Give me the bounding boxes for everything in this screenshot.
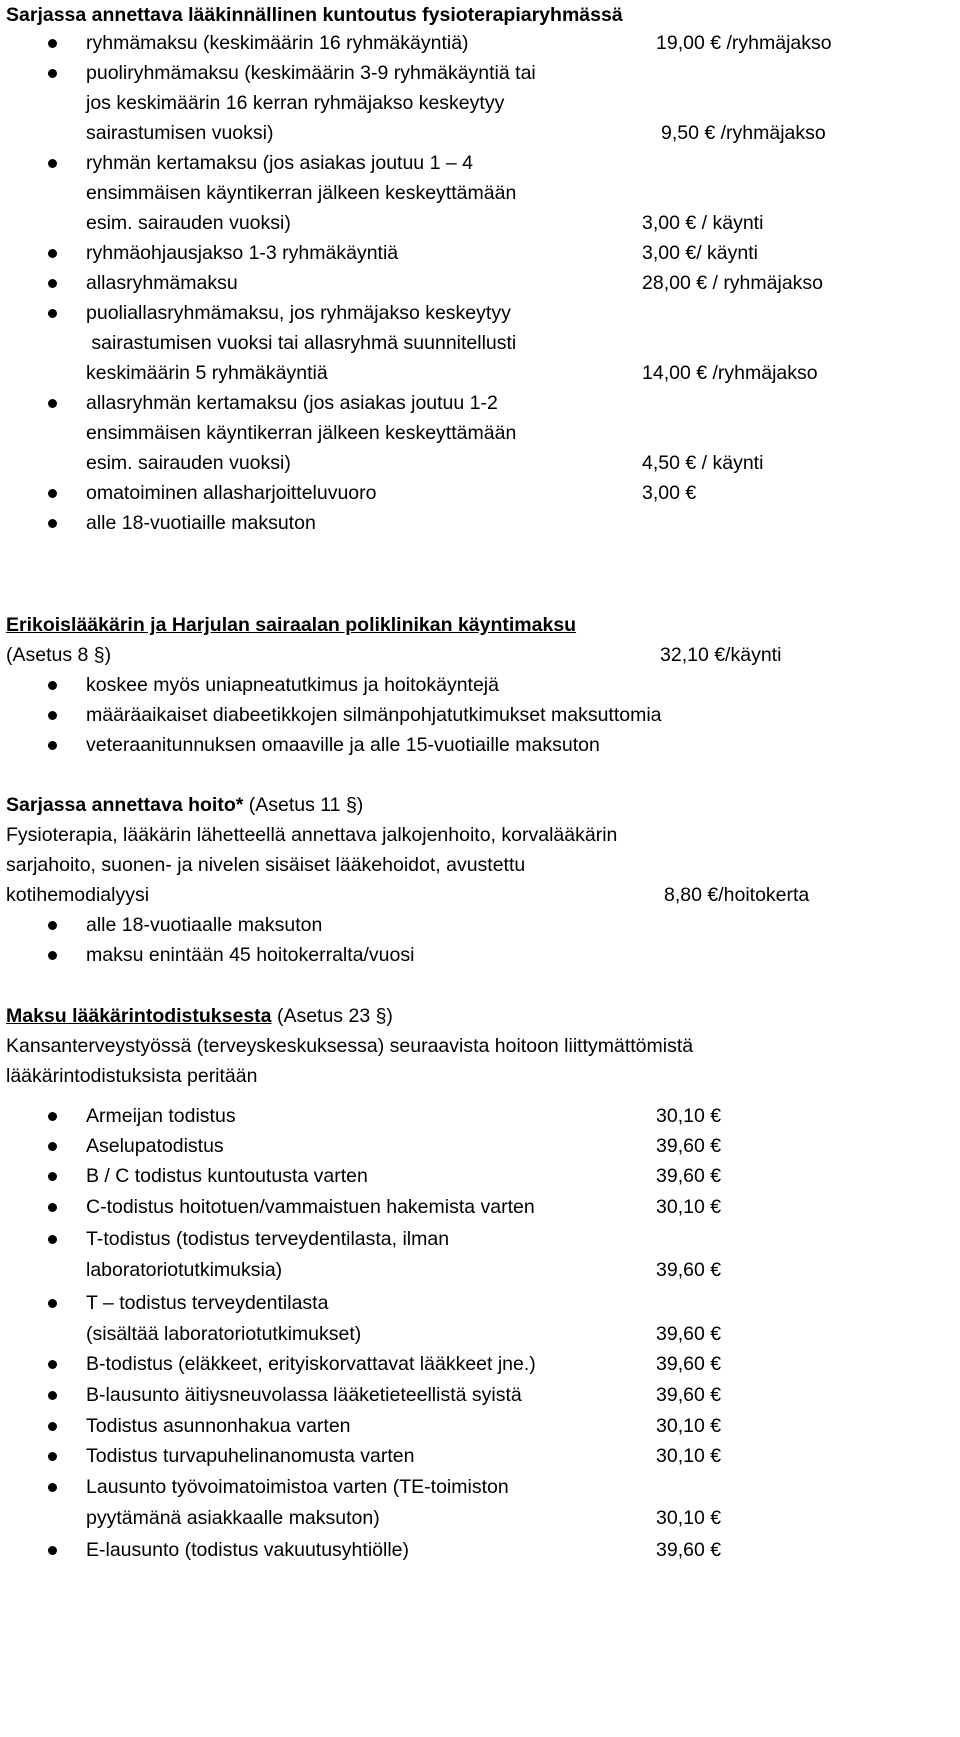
body-text: Kansanterveystyössä (terveyskeskuksessa) seuraavista hoitoon liittymättömistä <box>6 1035 694 1057</box>
bullet-icon <box>48 1452 57 1461</box>
list-item-text: B-todistus (eläkkeet, erityiskorvattavat lääkkeet jne.) <box>86 1353 536 1375</box>
list-item-text: B-lausunto äitiysneuvolassa lääketieteellistä syistä <box>86 1384 522 1406</box>
price-value: 19,00 € /ryhmäjakso <box>656 32 832 54</box>
price-value: 32,10 €/käynti <box>660 644 782 666</box>
price-value: 3,00 €/ käynti <box>642 242 758 264</box>
list-item-text: koskee myös uniapneatutkimus ja hoitokäyntejä <box>86 674 499 696</box>
list-item-text: T – todistus terveydentilasta <box>86 1292 329 1314</box>
bullet-icon <box>48 1112 57 1121</box>
list-item-text: laboratoriotutkimuksia) <box>86 1259 283 1281</box>
bullet-icon <box>48 159 57 168</box>
bullet-icon <box>48 1142 57 1151</box>
list-item-text: sairastumisen vuoksi tai allasryhmä suunnitellusti <box>86 332 517 354</box>
list-item-text: esim. sairauden vuoksi) <box>86 212 291 234</box>
price-value: 39,60 € <box>656 1539 722 1561</box>
price-value: 39,60 € <box>656 1135 722 1157</box>
price-value: 8,80 €/hoitokerta <box>664 884 810 906</box>
list-item-text: ryhmämaksu (keskimäärin 16 ryhmäkäyntiä) <box>86 32 469 54</box>
price-value: 39,60 € <box>656 1165 722 1187</box>
list-item-text: pyytämänä asiakkaalle maksuton) <box>86 1507 380 1529</box>
list-item-text: ensimmäisen käyntikerran jälkeen keskeyttämään <box>86 422 517 444</box>
list-item-text: jos keskimäärin 16 kerran ryhmäjakso keskeytyy <box>86 92 505 114</box>
bullet-icon <box>48 1422 57 1431</box>
bullet-icon <box>48 1483 57 1492</box>
list-item-text: Aselupatodistus <box>86 1135 224 1157</box>
section-title: Erikoislääkärin ja Harjulan sairaalan poliklinikan käyntimaksu <box>6 614 577 636</box>
list-item-text: keskimäärin 5 ryhmäkäyntiä <box>86 362 328 384</box>
body-text: kotihemodialyysi <box>6 884 150 906</box>
price-value: 39,60 € <box>656 1353 722 1375</box>
list-item-text: alle 18-vuotiaille maksuton <box>86 512 316 534</box>
bullet-icon <box>48 921 57 930</box>
bullet-icon <box>48 681 57 690</box>
reference-text: (Asetus 11 §) <box>243 794 364 816</box>
list-item-text: määräaikaiset diabeetikkojen silmänpohjatutkimukset maksuttomia <box>86 704 662 726</box>
section-title: Sarjassa annettava lääkinnällinen kuntoutus fysioterapiaryhmässä <box>6 4 623 26</box>
list-item-text: C-todistus hoitotuen/vammaistuen hakemista varten <box>86 1196 535 1218</box>
price-value: 30,10 € <box>656 1105 722 1127</box>
section-title: Maksu lääkärintodistuksesta <box>6 1005 272 1027</box>
list-item-text: puoliryhmämaksu (keskimäärin 3-9 ryhmäkäyntiä tai <box>86 62 536 84</box>
bullet-icon <box>48 69 57 78</box>
list-item-text: ryhmän kertamaksu (jos asiakas joutuu 1 – 4 <box>86 152 473 174</box>
bullet-icon <box>48 519 57 528</box>
list-item-text: ensimmäisen käyntikerran jälkeen keskeyttämään <box>86 182 517 204</box>
bullet-icon <box>48 489 57 498</box>
list-item-text: E-lausunto (todistus vakuutusyhtiölle) <box>86 1539 409 1561</box>
bullet-icon <box>48 711 57 720</box>
body-text: sarjahoito, suonen- ja nivelen sisäiset lääkehoidot, avustettu <box>6 854 526 876</box>
list-item-text: allasryhmän kertamaksu (jos asiakas joutuu 1-2 <box>86 392 498 414</box>
bullet-icon <box>48 1203 57 1212</box>
list-item-text: B / C todistus kuntoutusta varten <box>86 1165 368 1187</box>
list-item-text: T-todistus (todistus terveydentilasta, ilman <box>86 1228 450 1250</box>
bullet-icon <box>48 309 57 318</box>
price-value: 3,00 € <box>642 482 697 504</box>
bullet-icon <box>48 741 57 750</box>
bullet-icon <box>48 399 57 408</box>
list-item-text: allasryhmämaksu <box>86 272 238 294</box>
bullet-icon <box>48 1546 57 1555</box>
body-text: Fysioterapia, lääkärin lähetteellä annettava jalkojenhoito, korvalääkärin <box>6 824 618 846</box>
price-value: 30,10 € <box>656 1196 722 1218</box>
bullet-icon <box>48 1299 57 1308</box>
bullet-icon <box>48 1360 57 1369</box>
price-value: 39,60 € <box>656 1323 722 1345</box>
list-item-text: (sisältää laboratoriotutkimukset) <box>86 1323 362 1345</box>
list-item-text: alle 18-vuotiaalle maksuton <box>86 914 323 936</box>
list-item-text: Armeijan todistus <box>86 1105 236 1127</box>
reference-text: (Asetus 8 §) <box>6 644 112 666</box>
bullet-icon <box>48 279 57 288</box>
bullet-icon <box>48 249 57 258</box>
bullet-icon <box>48 1235 57 1244</box>
reference-text: (Asetus 23 §) <box>271 1005 393 1027</box>
bullet-icon <box>48 951 57 960</box>
list-item-text: veteraanitunnuksen omaaville ja alle 15-vuotiaille maksuton <box>86 734 600 756</box>
list-item-text: sairastumisen vuoksi) <box>86 122 274 144</box>
list-item-text: omatoiminen allasharjoitteluvuoro <box>86 482 377 504</box>
price-value: 39,60 € <box>656 1384 722 1406</box>
list-item-text: puoliallasryhmämaksu, jos ryhmäjakso keskeytyy <box>86 302 511 324</box>
list-item-text: esim. sairauden vuoksi) <box>86 452 291 474</box>
bullet-icon <box>48 1172 57 1181</box>
price-value: 30,10 € <box>656 1507 722 1529</box>
price-value: 39,60 € <box>656 1259 722 1281</box>
price-value: 30,10 € <box>656 1415 722 1437</box>
bullet-icon <box>48 1391 57 1400</box>
list-item-text: Lausunto työvoimatoimistoa varten (TE-toimiston <box>86 1476 509 1498</box>
price-value: 4,50 € / käynti <box>642 452 764 474</box>
price-value: 3,00 € / käynti <box>642 212 764 234</box>
list-item-text: maksu enintään 45 hoitokerralta/vuosi <box>86 944 415 966</box>
section-title: Sarjassa annettava hoito* <box>6 794 244 816</box>
bullet-icon <box>48 39 57 48</box>
body-text: lääkärintodistuksista peritään <box>6 1065 258 1087</box>
list-item-text: ryhmäohjausjakso 1-3 ryhmäkäyntiä <box>86 242 399 264</box>
price-value: 14,00 € /ryhmäjakso <box>642 362 818 384</box>
price-value: 28,00 € / ryhmäjakso <box>642 272 824 294</box>
list-item-text: Todistus asunnonhakua varten <box>86 1415 351 1437</box>
price-value: 30,10 € <box>656 1445 722 1467</box>
list-item-text: Todistus turvapuhelinanomusta varten <box>86 1445 415 1467</box>
price-value: 9,50 € /ryhmäjakso <box>661 122 826 144</box>
